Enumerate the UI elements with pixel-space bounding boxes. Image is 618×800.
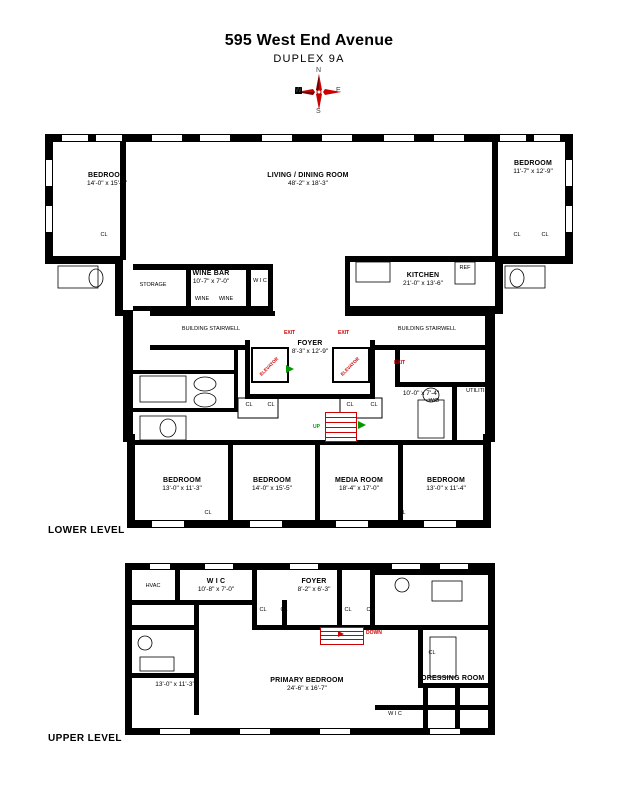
room-bedroom-se: BEDROOM 13'-0" x 11'-4" — [426, 477, 466, 493]
label-cl-9: CL — [398, 510, 406, 516]
label-cl-u4: CL — [366, 607, 374, 613]
compass-south-label: S — [316, 108, 321, 115]
stair-down-arrow-icon — [338, 631, 344, 637]
label-cl-u5: CL — [428, 650, 436, 656]
stair-up-arrow-icon — [358, 421, 366, 429]
exit-label-3: EXIT — [394, 360, 406, 366]
label-cl-4: CL — [245, 402, 253, 408]
label-wine-1: WINE — [194, 296, 210, 302]
compass-north-label: N — [316, 67, 322, 74]
label-cl-7: CL — [370, 402, 378, 408]
elevator-label-2: ELEVATOR — [339, 356, 361, 377]
room-living-dining: LIVING / DINING ROOM 48'-2" x 18'-3" — [267, 172, 349, 188]
room-wic-upper: W I C 10'-8" x 7'-0" — [197, 578, 235, 594]
label-wic-upper2: W I C — [388, 711, 402, 717]
label-cl-u3: CL — [344, 607, 352, 613]
compass-east-label: E — [336, 87, 341, 94]
room-laundry: LAUNDRY 10'-0" x 7'-4" — [402, 382, 440, 398]
label-cl-2: CL — [513, 232, 521, 238]
label-hvac: HVAC — [145, 583, 161, 589]
label-cl-6: CL — [346, 402, 354, 408]
upper-level-label: UPPER LEVEL — [48, 733, 122, 744]
room-bedroom-sw: BEDROOM 13'-0" x 11'-3" — [162, 477, 202, 493]
room-bedroom-s2: BEDROOM 14'-0" x 15'-5" — [252, 477, 292, 493]
room-study: STUDY 13'-0" x 11'-3" — [155, 673, 195, 689]
label-building-stairwell-left: BUILDING STAIRWELL — [181, 326, 241, 332]
label-storage: STORAGE — [139, 282, 167, 288]
label-wine-2: WINE — [218, 296, 234, 302]
room-dressing-room: DRESSING ROOM 9'-2" x 11'-4" — [421, 675, 485, 691]
label-cl-u1: CL — [259, 607, 267, 613]
exit-label-2: EXIT — [338, 330, 350, 336]
room-bedroom-nw: BEDROOM 14'-0" x 15'-5" — [87, 172, 127, 188]
label-cl-1: CL — [100, 232, 108, 238]
page-title: 595 West End Avenue — [224, 32, 394, 49]
page-subtitle: DUPLEX 9A — [273, 53, 345, 65]
room-primary-bedroom: PRIMARY BEDROOM 24'-6" x 16'-7" — [270, 677, 344, 693]
label-washer-dryer: W/D — [428, 398, 440, 404]
room-kitchen: KITCHEN 21'-0" x 13'-6" — [403, 272, 443, 288]
room-foyer-lower: FOYER 8'-3" x 12'-9" — [291, 340, 329, 356]
room-bedroom-ne: BEDROOM 11'-7" x 12'-9" — [513, 160, 553, 176]
label-wic-winebar: W I C — [253, 278, 267, 284]
label-building-stairwell-right: BUILDING STAIRWELL — [397, 326, 457, 332]
label-refrigerator: REF — [459, 265, 471, 271]
exit-arrow-icon — [286, 365, 294, 373]
label-cl-u2: CL — [280, 607, 288, 613]
compass-west-label: W — [295, 87, 302, 94]
stair-up-lower — [325, 412, 357, 442]
lower-level-label: LOWER LEVEL — [48, 525, 125, 536]
label-cl-5: CL — [267, 402, 275, 408]
stair-up-label: UP — [313, 424, 320, 430]
room-wine-bar: WINE BAR 10'-7" x 7'-0" — [192, 270, 230, 286]
room-media: MEDIA ROOM 18'-4" x 17'-0" — [334, 477, 384, 493]
stair-down-label: DOWN — [366, 630, 382, 636]
label-cl-3: CL — [541, 232, 549, 238]
exit-label-1: EXIT — [284, 330, 296, 336]
elevator-label-1: ELEVATOR — [258, 356, 280, 377]
label-cl-8: CL — [204, 510, 212, 516]
label-utilities: UTILITIES — [466, 388, 492, 394]
upper-level-plan — [0, 545, 618, 800]
room-foyer-upper: FOYER 8'-2" x 6'-3" — [297, 578, 331, 594]
